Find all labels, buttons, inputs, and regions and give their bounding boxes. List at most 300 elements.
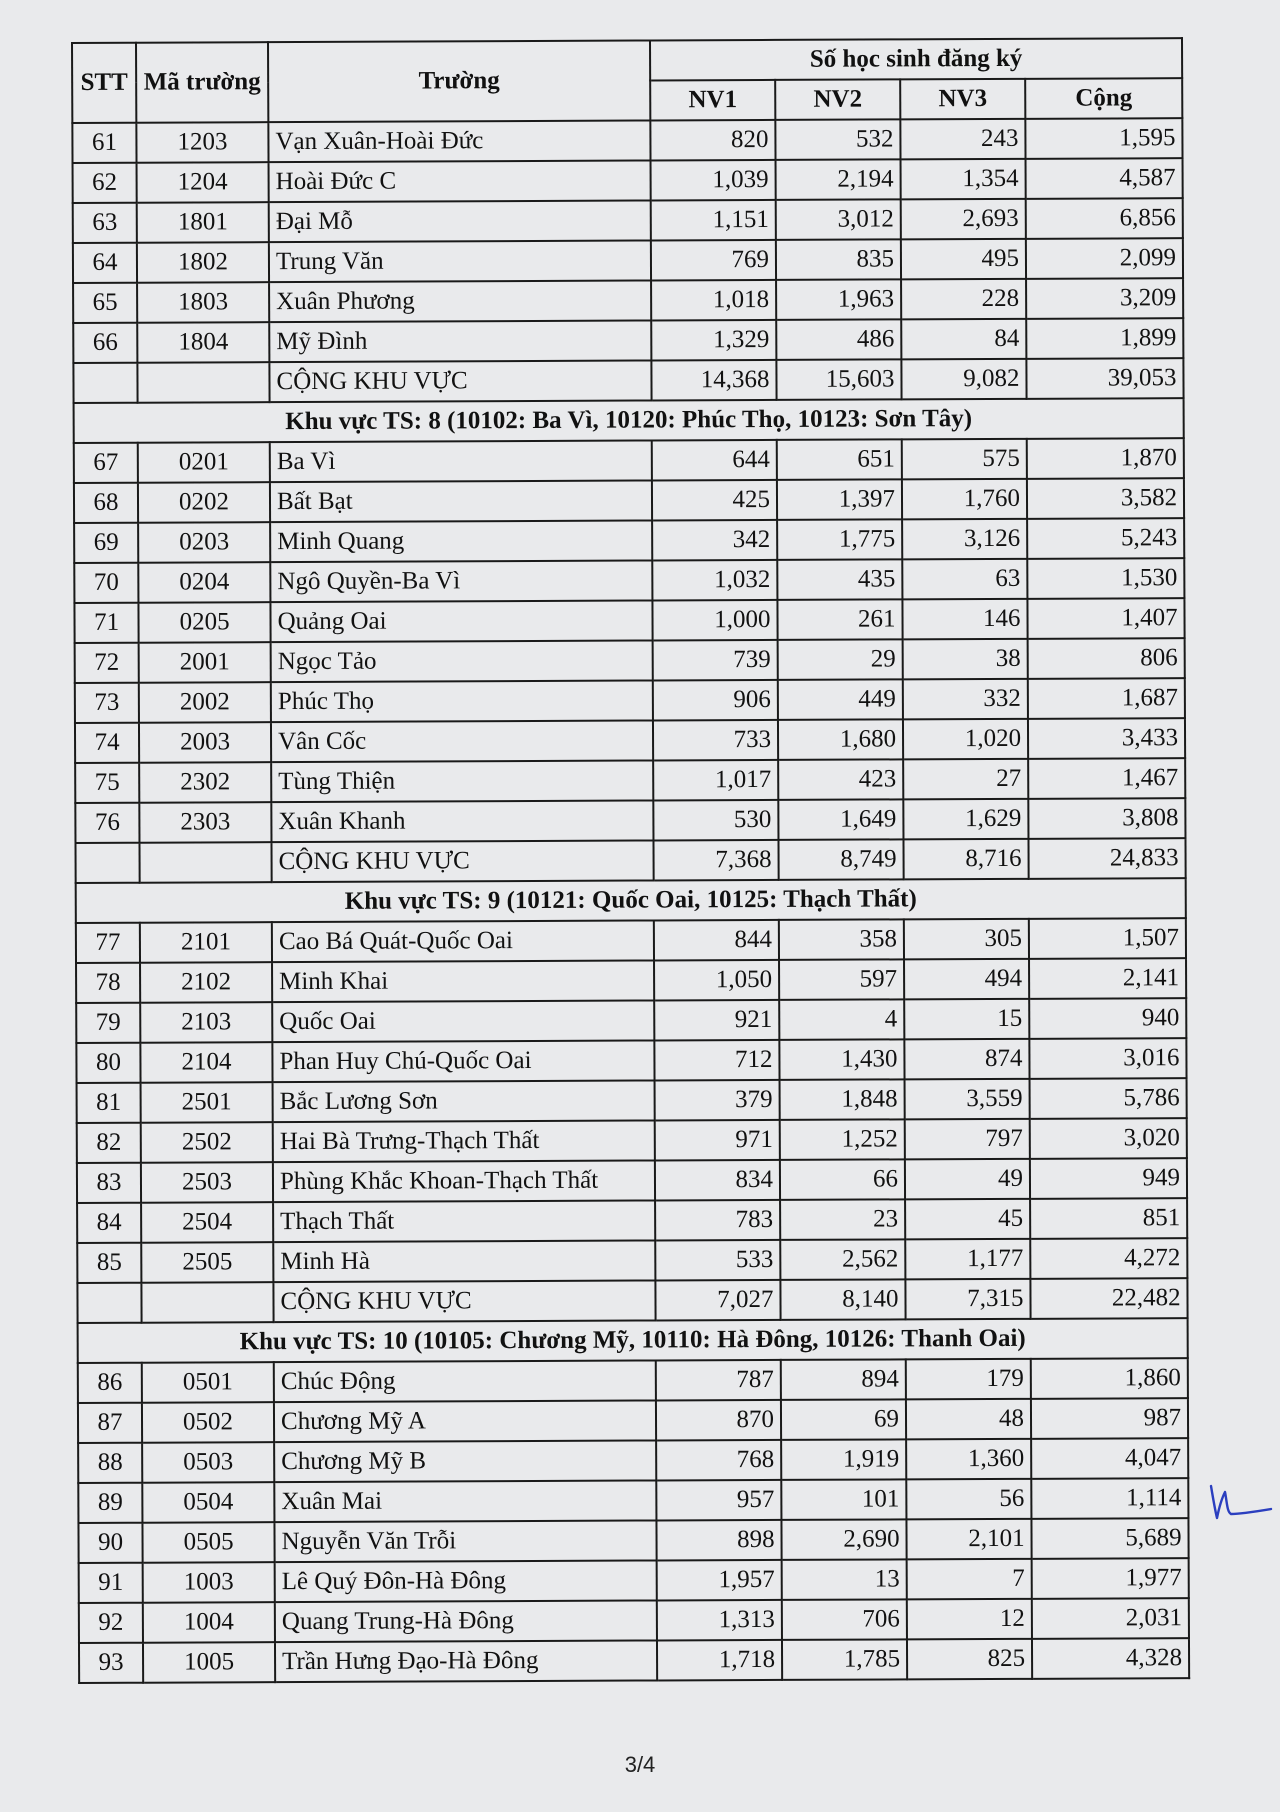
cell-nv1: 1,039 [651, 160, 776, 201]
cell-stt: 64 [73, 243, 137, 283]
cell-nv3: 84 [901, 319, 1026, 360]
region-total-row [75, 838, 1185, 883]
cell-stt: 84 [77, 1203, 141, 1243]
cell-ten-truong: Tùng Thiện [271, 760, 653, 802]
header-truong: Trường [268, 40, 650, 122]
region-header-row [76, 878, 1186, 923]
region-header-row [74, 398, 1184, 443]
cell-nv1: 783 [655, 1200, 780, 1241]
cell-nv1: 1,329 [651, 320, 776, 361]
table-header [72, 38, 1182, 123]
cell-nv2: 2,690 [781, 1519, 906, 1560]
cell-ten-truong: Quảng Oai [270, 600, 652, 642]
cell-nv3: 15 [904, 999, 1029, 1040]
cell-nv3: 494 [904, 959, 1029, 1000]
table-row [78, 1398, 1188, 1443]
cell-cong: 4,272 [1030, 1238, 1187, 1279]
cell-nv2: 835 [776, 239, 901, 280]
table-row [76, 1038, 1186, 1083]
cell-ten-truong: Bất Bạt [270, 480, 652, 522]
table-row [77, 1118, 1187, 1163]
cell-ma-truong: 0505 [142, 1522, 274, 1563]
cell-cong: 806 [1028, 638, 1185, 679]
cell-nv2: 2,194 [776, 159, 901, 200]
cell-nv1: 1,151 [651, 200, 776, 241]
cell-cong: 4,587 [1026, 158, 1183, 199]
cell-nv3: 9,082 [901, 359, 1026, 400]
cell-nv1: 739 [653, 640, 778, 681]
cell-nv1: 342 [652, 520, 777, 561]
cell-stt: 66 [73, 323, 137, 363]
cell-nv1: 1,018 [651, 280, 776, 321]
cell-nv3: 1,629 [903, 799, 1028, 840]
cell-nv1: 820 [650, 120, 775, 161]
cell-ma-truong: 2302 [139, 762, 271, 803]
table-row [78, 1358, 1188, 1403]
cell-ma-truong: 2502 [141, 1122, 273, 1163]
cell-nv1: 1,000 [652, 600, 777, 641]
cell-ten-truong: Minh Khai [272, 960, 654, 1002]
cell-ma-truong: 0201 [138, 442, 270, 483]
cell-nv2: 486 [776, 319, 901, 360]
cell-ten-truong: Ngô Quyền-Ba Vì [270, 560, 652, 602]
cell-ten-truong: Phúc Thọ [271, 680, 653, 722]
table-row [73, 158, 1183, 203]
cell-cong: 2,031 [1032, 1598, 1189, 1639]
cell-stt: 61 [72, 123, 136, 163]
cell-nv3: 228 [901, 279, 1026, 320]
cell-nv3: 1,354 [901, 159, 1026, 200]
cell-cong: 24,833 [1028, 838, 1185, 879]
cell-nv2: 15,603 [776, 359, 901, 400]
cell-stt: 69 [74, 523, 138, 563]
table-row [73, 198, 1183, 243]
cell-nv3: 1,760 [902, 479, 1027, 520]
cell-nv1: 7,027 [655, 1280, 780, 1321]
cell-ten-truong: Chương Mỹ A [274, 1400, 656, 1442]
cell-nv2: 29 [778, 639, 903, 680]
cell-ma-truong: 0202 [138, 482, 270, 523]
cell-ma-truong: 1004 [143, 1602, 275, 1643]
cell-stt: 79 [76, 1003, 140, 1043]
table-row [74, 598, 1184, 643]
cell-ma-truong [139, 842, 271, 883]
table-row [74, 558, 1184, 603]
cell-nv2: 435 [777, 559, 902, 600]
table-row [79, 1638, 1189, 1683]
cell-nv2: 1,430 [779, 1039, 904, 1080]
region-total-row [73, 358, 1183, 403]
cell-ten-truong: Lê Quý Đôn-Hà Đông [275, 1560, 657, 1602]
cell-stt: 72 [75, 643, 139, 683]
cell-nv3: 1,020 [903, 719, 1028, 760]
cell-nv2: 8,749 [778, 839, 903, 880]
cell-nv2: 706 [782, 1599, 907, 1640]
cell-cong: 6,856 [1026, 198, 1183, 239]
cell-ma-truong: 2102 [140, 962, 272, 1003]
cell-nv3: 45 [905, 1199, 1030, 1240]
cell-cong: 22,482 [1030, 1278, 1187, 1319]
table-row [78, 1518, 1188, 1563]
cell-cong: 1,530 [1027, 558, 1184, 599]
cell-nv3: 49 [905, 1159, 1030, 1200]
cell-stt: 76 [75, 803, 139, 843]
cell-nv3: 179 [906, 1359, 1031, 1400]
cell-nv3: 1,177 [905, 1239, 1030, 1280]
cell-ma-truong: 0503 [142, 1442, 274, 1483]
cell-ma-truong: 1803 [137, 282, 269, 323]
cell-nv3: 7 [907, 1559, 1032, 1600]
cell-nv1: 644 [652, 440, 777, 481]
cell-nv3: 3,559 [905, 1079, 1030, 1120]
cell-ten-truong: Trần Hưng Đạo-Hà Đông [275, 1640, 657, 1682]
cell-ten-truong: Trung Văn [269, 240, 651, 282]
cell-nv1: 14,368 [651, 360, 776, 401]
cell-ma-truong: 1804 [137, 322, 269, 363]
cell-nv2: 1,775 [777, 519, 902, 560]
cell-nv1: 1,718 [657, 1640, 782, 1681]
table-row [74, 518, 1184, 563]
cell-nv1: 906 [653, 680, 778, 721]
cell-ma-truong: 1005 [143, 1642, 275, 1683]
cell-ten-truong: Xuân Mai [274, 1480, 656, 1522]
cell-cong: 3,808 [1028, 798, 1185, 839]
registration-table [71, 37, 1190, 1684]
cell-stt: 71 [74, 603, 138, 643]
cell-ten-truong: Minh Hà [273, 1240, 655, 1282]
cell-ten-truong: Ba Vì [270, 440, 652, 482]
cell-nv2: 1,680 [778, 719, 903, 760]
cell-stt: 83 [77, 1163, 141, 1203]
page-number: 3/4 [624, 1752, 656, 1777]
cell-cong: 5,243 [1027, 518, 1184, 559]
cell-stt: 87 [78, 1403, 142, 1443]
cell-ma-truong: 2002 [139, 682, 271, 723]
cell-nv3: 63 [902, 559, 1027, 600]
cell-cong: 2,141 [1029, 958, 1186, 999]
cell-nv1: 1,313 [657, 1600, 782, 1641]
table-row [77, 1238, 1187, 1283]
cell-nv2: 358 [779, 919, 904, 960]
cell-nv2: 1,919 [781, 1439, 906, 1480]
cell-ten-truong: Cao Bá Quát-Quốc Oai [272, 920, 654, 962]
cell-stt: 62 [73, 163, 137, 203]
cell-stt: 74 [75, 723, 139, 763]
table-row [78, 1438, 1188, 1483]
table-row [75, 678, 1185, 723]
cell-nv3: 2,693 [901, 199, 1026, 240]
cell-cong: 39,053 [1026, 358, 1183, 399]
cell-nv2: 1,963 [776, 279, 901, 320]
cell-stt: 82 [77, 1123, 141, 1163]
cell-nv1: 957 [656, 1480, 781, 1521]
cell-stt: 90 [78, 1523, 142, 1563]
table-row [79, 1558, 1189, 1603]
header-nv3: NV3 [900, 79, 1025, 120]
region-label: Khu vực TS: 9 (10121: Quốc Oai, 10125: Thạch Thất) [76, 878, 1186, 923]
cell-nv2: 449 [778, 679, 903, 720]
cell-cong: 1,977 [1032, 1558, 1189, 1599]
cell-nv3: 7,315 [905, 1279, 1030, 1320]
region-label: Khu vực TS: 8 (10102: Ba Vì, 10120: Phúc Thọ, 10123: Sơn Tây) [74, 398, 1184, 443]
cell-nv2: 66 [780, 1159, 905, 1200]
cell-nv3: 575 [902, 439, 1027, 480]
cell-ten-truong: Ngọc Tảo [271, 640, 653, 682]
cell-ma-truong: 0205 [138, 602, 270, 643]
cell-cong: 1,507 [1029, 918, 1186, 959]
cell-cong: 949 [1030, 1158, 1187, 1199]
cell-ma-truong: 2501 [141, 1082, 273, 1123]
cell-ten-truong: Hoài Đức C [269, 160, 651, 202]
cell-cong: 5,689 [1031, 1518, 1188, 1559]
table-row [77, 1158, 1187, 1203]
region-label: Khu vực TS: 10 (10105: Chương Mỹ, 10110: Hà Đông, 10126: Thanh Oai) [78, 1318, 1188, 1363]
cell-ten-truong: Xuân Khanh [271, 800, 653, 842]
cell-nv1: 712 [654, 1040, 779, 1081]
cell-cong: 3,582 [1027, 478, 1184, 519]
cell-nv3: 797 [905, 1119, 1030, 1160]
cell-nv3: 825 [907, 1639, 1032, 1680]
cell-ma-truong [141, 1282, 273, 1323]
cell-ma-truong: 2303 [139, 802, 271, 843]
cell-ma-truong: 0504 [142, 1482, 274, 1523]
cell-stt: 85 [77, 1243, 141, 1283]
cell-stt: 80 [76, 1043, 140, 1083]
cell-nv3: 495 [901, 239, 1026, 280]
cell-stt [75, 843, 139, 883]
cell-nv2: 8,140 [780, 1279, 905, 1320]
cell-nv3: 38 [903, 639, 1028, 680]
cell-nv1: 425 [652, 480, 777, 521]
table-row [75, 798, 1185, 843]
cell-nv1: 379 [655, 1080, 780, 1121]
cell-nv2: 894 [781, 1359, 906, 1400]
cell-nv3: 12 [907, 1599, 1032, 1640]
region-total-row [77, 1278, 1187, 1323]
cell-stt: 81 [77, 1083, 141, 1123]
table-row [77, 1198, 1187, 1243]
cell-cong: 1,467 [1028, 758, 1185, 799]
cell-ten-truong: Bắc Lương Sơn [273, 1080, 655, 1122]
cell-ten-truong: Chúc Động [274, 1360, 656, 1402]
cell-ten-truong: Xuân Phương [269, 280, 651, 322]
cell-nv1: 844 [654, 920, 779, 961]
cell-ma-truong: 2505 [141, 1242, 273, 1283]
table-body [72, 118, 1189, 1683]
header-group-so-hoc-sinh: Số học sinh đăng ký [650, 38, 1182, 80]
cell-cong: 1,595 [1025, 118, 1182, 159]
cell-ma-truong: 0203 [138, 522, 270, 563]
cell-ma-truong: 2101 [140, 922, 272, 963]
cell-cong: 3,020 [1030, 1118, 1187, 1159]
table-row [72, 118, 1182, 163]
cell-ma-truong: 0501 [142, 1362, 274, 1403]
table-row [75, 638, 1185, 683]
cell-ten-truong: Thạch Thất [273, 1200, 655, 1242]
region-header-row [78, 1318, 1188, 1363]
cell-nv2: 423 [778, 759, 903, 800]
cell-ten-truong: Minh Quang [270, 520, 652, 562]
cell-nv2: 2,562 [780, 1239, 905, 1280]
cell-ma-truong: 2103 [140, 1002, 272, 1043]
cell-nv2: 597 [779, 959, 904, 1000]
cell-stt: 63 [73, 203, 137, 243]
cell-stt: 92 [79, 1603, 143, 1643]
table-row [73, 238, 1183, 283]
cell-nv1: 787 [656, 1360, 781, 1401]
cell-cong: 1,870 [1027, 438, 1184, 479]
cell-nv1: 898 [656, 1520, 781, 1561]
cell-nv1: 971 [655, 1120, 780, 1161]
cell-nv1: 7,368 [653, 840, 778, 881]
cell-nv1: 533 [655, 1240, 780, 1281]
cell-cong: 940 [1029, 998, 1186, 1039]
cell-ten-truong: Quốc Oai [272, 1000, 654, 1042]
cell-nv3: 146 [902, 599, 1027, 640]
cell-nv1: 768 [656, 1440, 781, 1481]
cell-nv2: 4 [779, 999, 904, 1040]
cell-ma-truong: 1802 [137, 242, 269, 283]
header-nv1: NV1 [650, 80, 775, 121]
cell-nv1: 733 [653, 720, 778, 761]
cell-nv2: 13 [782, 1559, 907, 1600]
cell-cong: 4,047 [1031, 1438, 1188, 1479]
table-row [74, 438, 1184, 483]
header-nv2: NV2 [775, 79, 900, 120]
cell-cong: 1,114 [1031, 1478, 1188, 1519]
cell-ma-truong: 2504 [141, 1202, 273, 1243]
cell-nv2: 1,397 [777, 479, 902, 520]
cell-stt: 73 [75, 683, 139, 723]
cell-stt: 77 [76, 923, 140, 963]
table-row [76, 958, 1186, 1003]
cell-nv1: 1,957 [657, 1560, 782, 1601]
cell-nv3: 243 [900, 119, 1025, 160]
cell-cong: 1,860 [1031, 1358, 1188, 1399]
cell-nv3: 332 [903, 679, 1028, 720]
cell-nv1: 834 [655, 1160, 780, 1201]
cell-nv2: 1,848 [780, 1079, 905, 1120]
table-row [75, 718, 1185, 763]
cell-nv3: 2,101 [906, 1519, 1031, 1560]
cell-nv3: 305 [904, 919, 1029, 960]
cell-nv3: 27 [903, 759, 1028, 800]
cell-nv3: 1,360 [906, 1439, 1031, 1480]
cell-nv1: 870 [656, 1400, 781, 1441]
cell-ma-truong: 2003 [139, 722, 271, 763]
cell-ten-truong: Nguyễn Văn Trỗi [274, 1520, 656, 1562]
cell-nv1: 769 [651, 240, 776, 281]
cell-nv1: 1,017 [653, 760, 778, 801]
cell-ma-truong: 2001 [139, 642, 271, 683]
cell-nv2: 261 [777, 599, 902, 640]
table-row [75, 758, 1185, 803]
cell-stt: 93 [79, 1643, 143, 1683]
cell-stt [73, 363, 137, 403]
cell-stt: 65 [73, 283, 137, 323]
cell-ma-truong: 1204 [137, 162, 269, 203]
signature-icon [1205, 1478, 1275, 1528]
cell-cong: 3,433 [1028, 718, 1185, 759]
cell-nv3: 56 [906, 1479, 1031, 1520]
cell-cong: 987 [1031, 1398, 1188, 1439]
table-row [73, 318, 1183, 363]
cell-ten-truong: Đại Mỗ [269, 200, 651, 242]
cell-ten-truong: Mỹ Đình [269, 320, 651, 362]
cell-nv2: 3,012 [776, 199, 901, 240]
cell-nv1: 530 [653, 800, 778, 841]
cell-cong: 3,016 [1029, 1038, 1186, 1079]
cell-ten-truong: CỘNG KHU VỰC [271, 840, 653, 882]
cell-nv3: 874 [904, 1039, 1029, 1080]
cell-ma-truong: 0502 [142, 1402, 274, 1443]
cell-stt: 86 [78, 1363, 142, 1403]
cell-ten-truong: CỘNG KHU VỰC [269, 360, 651, 402]
cell-nv3: 8,716 [903, 839, 1028, 880]
cell-cong: 851 [1030, 1198, 1187, 1239]
cell-stt: 67 [74, 443, 138, 483]
table-row [78, 1478, 1188, 1523]
cell-nv2: 101 [781, 1479, 906, 1520]
cell-nv2: 532 [775, 119, 900, 160]
cell-ma-truong: 1203 [136, 122, 268, 163]
cell-nv2: 69 [781, 1399, 906, 1440]
header-stt: STT [72, 43, 136, 123]
cell-ten-truong: Quang Trung-Hà Đông [275, 1600, 657, 1642]
cell-nv2: 1,785 [782, 1639, 907, 1680]
cell-stt: 89 [78, 1483, 142, 1523]
cell-nv2: 1,649 [778, 799, 903, 840]
cell-ten-truong: Vạn Xuân-Hoài Đức [268, 120, 650, 162]
cell-stt: 91 [79, 1563, 143, 1603]
cell-nv1: 921 [654, 1000, 779, 1041]
cell-ma-truong: 0204 [138, 562, 270, 603]
table-row [76, 918, 1186, 963]
cell-ten-truong: Vân Cốc [271, 720, 653, 762]
cell-nv3: 48 [906, 1399, 1031, 1440]
table-row [73, 278, 1183, 323]
cell-nv2: 651 [777, 439, 902, 480]
cell-cong: 3,209 [1026, 278, 1183, 319]
cell-ma-truong: 1801 [137, 202, 269, 243]
cell-cong: 1,687 [1028, 678, 1185, 719]
cell-stt: 78 [76, 963, 140, 1003]
cell-stt: 68 [74, 483, 138, 523]
table-row [74, 478, 1184, 523]
table-row [76, 998, 1186, 1043]
cell-ten-truong: Phan Huy Chú-Quốc Oai [272, 1040, 654, 1082]
cell-cong: 5,786 [1030, 1078, 1187, 1119]
cell-cong: 1,899 [1026, 318, 1183, 359]
cell-stt [77, 1283, 141, 1323]
header-ma-truong: Mã trường [136, 42, 268, 123]
cell-ma-truong [137, 362, 269, 403]
table-row [77, 1078, 1187, 1123]
cell-ten-truong: Hai Bà Trưng-Thạch Thất [273, 1120, 655, 1162]
cell-nv3: 3,126 [902, 519, 1027, 560]
cell-nv2: 23 [780, 1199, 905, 1240]
cell-cong: 4,328 [1032, 1638, 1189, 1679]
cell-ten-truong: CỘNG KHU VỰC [273, 1280, 655, 1322]
cell-cong: 1,407 [1027, 598, 1184, 639]
cell-ma-truong: 1003 [143, 1562, 275, 1603]
cell-ten-truong: Chương Mỹ B [274, 1440, 656, 1482]
cell-ten-truong: Phùng Khắc Khoan-Thạch Thất [273, 1160, 655, 1202]
cell-cong: 2,099 [1026, 238, 1183, 279]
cell-stt: 75 [75, 763, 139, 803]
table-row [79, 1598, 1189, 1643]
cell-ma-truong: 2104 [140, 1042, 272, 1083]
